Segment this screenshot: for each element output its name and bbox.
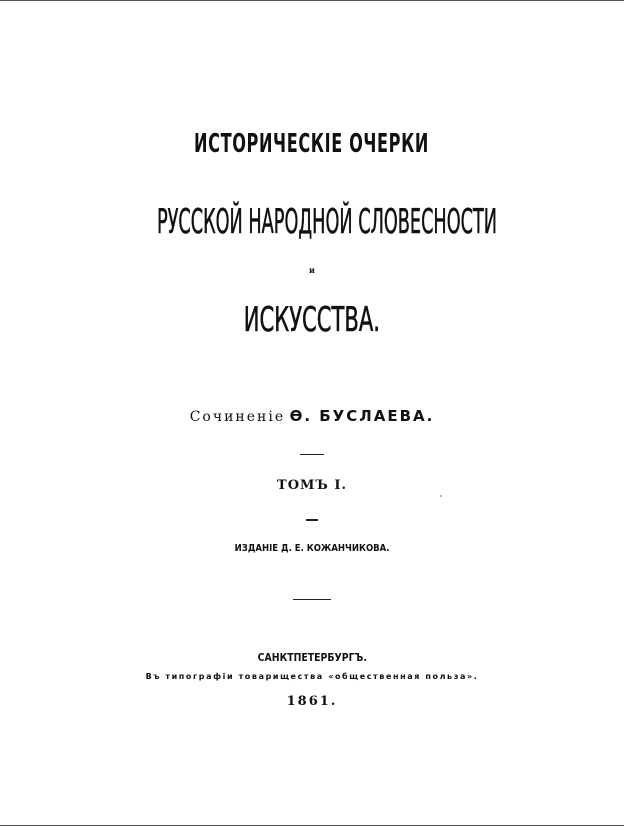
divider-rule-2 [306,519,318,521]
title-line-3-text: ИСКУССТВА. [243,300,381,340]
author-line [0,409,624,424]
printer-line: Въ типографіи товарищества «общественная польза». [145,672,479,681]
title-line-1 [0,131,624,157]
volume-label: ТОМЪ I. [277,478,347,493]
divider-rule-3 [293,599,331,600]
title-line-2 [0,202,624,242]
edition-line [0,544,624,554]
title-line-1-text: ИСТОРИЧЕСКІЕ ОЧЕРКИ [194,129,430,159]
title-conjunction: и [309,265,315,275]
publication-year: 1861. [286,694,338,709]
title-line-3 [0,300,624,340]
author-name: Ѳ. БУСЛАЕВА. [289,407,435,425]
author-prefix: Сочиненіе [189,409,286,425]
city-line [0,652,624,663]
paper-speck [440,495,442,497]
title-line-2-text: РУССКОЙ НАРОДНОЙ СЛОВЕСНОСТИ [156,202,498,242]
city-text: САНКТПЕТЕРБУРГЪ. [257,651,367,664]
edition-text: ИЗДАНІЕ Д. Е. КОЖАНЧИКОВА. [234,543,390,554]
divider-rule-1 [300,454,324,455]
